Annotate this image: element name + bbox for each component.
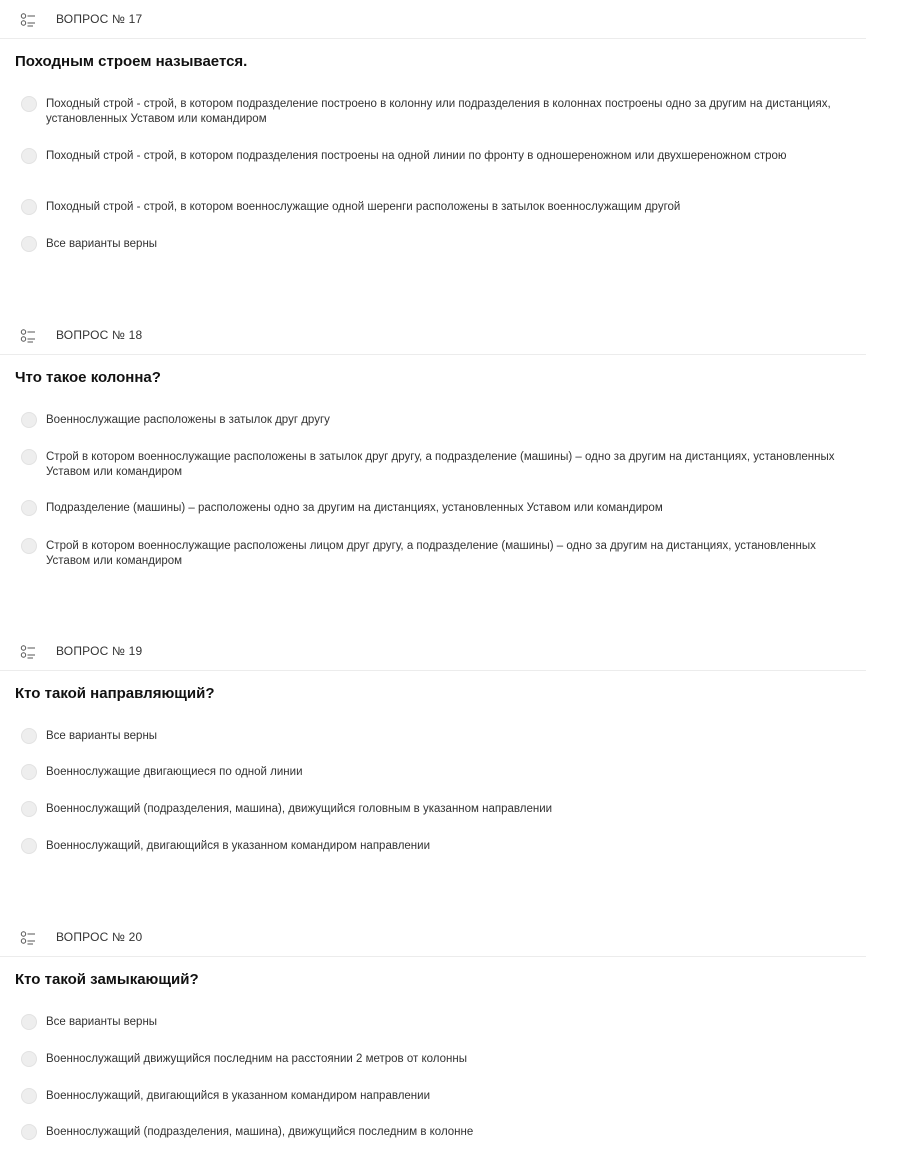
radio-button[interactable] <box>21 449 37 465</box>
answer-option-label: Строй в котором военнослужащие расположены лицом друг другу, а подразделение (машины) – одно за другим на дистанциях, установленных Уставом или командиром <box>46 540 816 567</box>
radio-button[interactable] <box>21 764 37 780</box>
question-number: ВОПРОС № 17 <box>56 12 143 26</box>
answer-option-label: Военнослужащий движущийся последним на расстоянии 2 метров от колонны <box>46 1053 467 1065</box>
radio-button[interactable] <box>21 96 37 112</box>
radio-button[interactable] <box>21 412 37 428</box>
radio-button[interactable] <box>21 728 37 744</box>
question-title: Походным строем называется. <box>15 53 248 70</box>
answer-option-label: Все варианты верны <box>46 238 158 250</box>
radio-button[interactable] <box>21 1124 37 1140</box>
question-header <box>0 918 866 957</box>
answer-option-label: Военнослужащий (подразделения, машина), движущийся головным в указанном направлении <box>46 803 553 815</box>
question-title: Что такое колонна? <box>15 369 161 386</box>
checklist-icon <box>20 12 36 28</box>
answer-option-label: Все варианты верны <box>46 1016 158 1028</box>
question-number: ВОПРОС № 19 <box>56 644 143 658</box>
checklist-icon <box>20 328 36 344</box>
question-number: ВОПРОС № 20 <box>56 930 143 944</box>
radio-button[interactable] <box>21 199 37 215</box>
checklist-icon <box>20 644 36 660</box>
answer-option-label: Военнослужащие расположены в затылок друг другу <box>46 414 330 426</box>
answer-option-label: Походный строй - строй, в котором подразделение построено в колонну или подразделения в колоннах построены одно за другим на дистанциях, установленных Уставом или командиром <box>46 98 831 125</box>
question-header <box>0 632 866 671</box>
question-header <box>0 316 866 355</box>
answer-option-label: Строй в котором военнослужащие расположены в затылок друг другу, а подразделение (машины) – одно за другим на дистанциях, установленных Уставом или командиром <box>46 451 835 478</box>
radio-button[interactable] <box>21 538 37 554</box>
answer-option-label: Все варианты верны <box>46 730 158 742</box>
radio-button[interactable] <box>21 838 37 854</box>
answer-option-label: Военнослужащий, двигающийся в указанном командиром направлении <box>46 840 430 852</box>
answer-option-label: Военнослужащий (подразделения, машина), движущийся последним в колонне <box>46 1126 474 1138</box>
question-title: Кто такой направляющий? <box>15 685 215 702</box>
answer-option-label: Походный строй - строй, в котором подразделения построены на одной линии по фронту в одношереножном или двухшереножном строю <box>46 150 787 162</box>
answer-option-label: Военнослужащие двигающиеся по одной линии <box>46 766 303 778</box>
question-number: ВОПРОС № 18 <box>56 328 143 342</box>
answer-option-label: Подразделение (машины) – расположены одно за другим на дистанциях, установленных Уставом или командиром <box>46 502 663 514</box>
radio-button[interactable] <box>21 1088 37 1104</box>
radio-button[interactable] <box>21 148 37 164</box>
radio-button[interactable] <box>21 1051 37 1067</box>
answer-option-label: Походный строй - строй, в котором военнослужащие одной шеренги расположены в затылок военнослужащим другой <box>46 201 681 213</box>
answer-option-label: Военнослужащий, двигающийся в указанном командиром направлении <box>46 1090 430 1102</box>
radio-button[interactable] <box>21 236 37 252</box>
radio-button[interactable] <box>21 500 37 516</box>
radio-button[interactable] <box>21 1014 37 1030</box>
radio-button[interactable] <box>21 801 37 817</box>
question-header <box>0 0 866 39</box>
question-title: Кто такой замыкающий? <box>15 971 199 988</box>
checklist-icon <box>20 930 36 946</box>
